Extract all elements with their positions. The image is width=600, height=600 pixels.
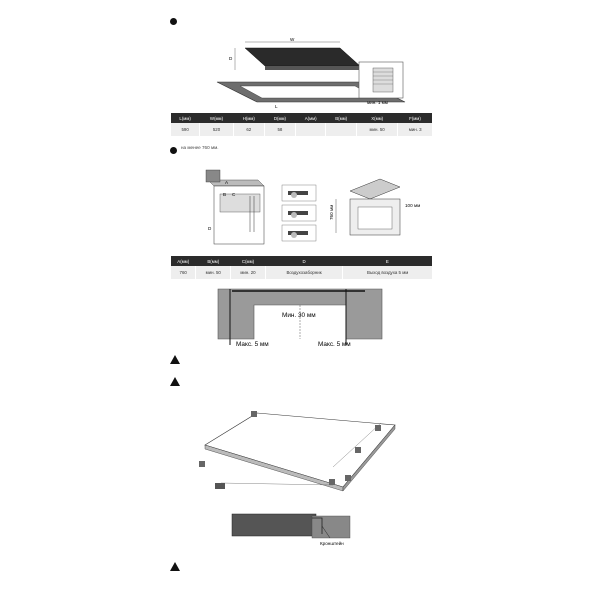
table-cell xyxy=(295,123,325,136)
note-line: на менее 760 мм. xyxy=(181,145,219,150)
table-header: W(мм) xyxy=(200,113,234,123)
table-header: X(мм) xyxy=(356,113,398,123)
clamp-steps-diagram xyxy=(280,183,320,243)
bracket-icon xyxy=(375,425,381,431)
bracket-icon xyxy=(345,475,351,481)
table-cell: Воздухозаборник xyxy=(265,266,342,279)
table-header: H(мм) xyxy=(233,113,264,123)
table-cell: 760 xyxy=(171,266,196,279)
d-label: D xyxy=(229,56,233,61)
table-header: D(мм) xyxy=(264,113,295,123)
bracket-icon xyxy=(199,461,205,467)
bracket-icon xyxy=(251,411,257,417)
table-header: B(мм) xyxy=(196,256,231,266)
bracket-label: Кронштейн xyxy=(320,541,344,546)
table-cell xyxy=(326,123,356,136)
label-d: D xyxy=(208,226,212,231)
table-cell: мин. 50 xyxy=(196,266,231,279)
table-row xyxy=(171,123,433,136)
cabinet-diagram xyxy=(200,166,270,246)
l-label: L xyxy=(275,104,278,109)
table-cell: Выход воздуха 5 мм xyxy=(343,266,432,279)
bracket-icon xyxy=(329,479,335,485)
max-right-label: Макс. 5 мм xyxy=(318,341,351,348)
table-cell: мин. 3 xyxy=(398,123,432,136)
table-header: L(мм) xyxy=(171,113,200,123)
table-header-row xyxy=(171,113,433,123)
bullet-icon xyxy=(170,18,177,25)
bracket-icon xyxy=(355,447,361,453)
table-cell: 590 xyxy=(171,123,200,136)
min-gap-label: Мин. 30 мм xyxy=(282,312,316,319)
oven-vent-diagram xyxy=(330,173,430,245)
label-c: C xyxy=(232,192,236,197)
table-cell: 520 xyxy=(200,123,234,136)
table-cell: 58 xyxy=(264,123,295,136)
warning-icon xyxy=(170,355,180,364)
hob-brackets-diagram xyxy=(195,405,400,505)
table-cell: мин. 50 xyxy=(356,123,398,136)
warning-icon xyxy=(170,377,180,386)
table-header: F(мм) xyxy=(398,113,432,123)
bracket-detail-diagram xyxy=(230,512,360,547)
label-b: B xyxy=(223,192,227,197)
bullet-icon xyxy=(170,147,177,154)
dimensions-table-1 xyxy=(170,113,432,136)
w-label: W xyxy=(290,37,295,42)
max-left-label: Макс. 5 мм xyxy=(236,341,269,348)
table-header-row xyxy=(171,256,433,266)
table-cell: 62 xyxy=(233,123,264,136)
table-header: D xyxy=(265,256,342,266)
dimensions-table-2 xyxy=(170,256,432,279)
countertop-edge xyxy=(312,516,350,538)
table-header: E xyxy=(343,256,432,266)
table-row xyxy=(171,266,433,279)
side-gap-label: 760 мм xyxy=(329,204,334,220)
label-a: A xyxy=(225,180,229,185)
table-cell: мин. 20 xyxy=(231,266,266,279)
hob-top xyxy=(245,48,360,66)
gap-cross-section xyxy=(210,285,390,355)
table-header: B(мм) xyxy=(326,113,356,123)
hob-edge xyxy=(232,514,316,536)
edge-detail xyxy=(355,58,410,108)
warning-icon xyxy=(170,562,180,571)
min-under: мин. 1 мм xyxy=(367,100,388,105)
table-header: A(мм) xyxy=(171,256,196,266)
table-header: A(мм) xyxy=(295,113,325,123)
table-header: C(мм) xyxy=(231,256,266,266)
install-note-2 xyxy=(181,145,431,151)
vent-label: 100 мм xyxy=(405,203,421,208)
hob-side xyxy=(265,66,360,70)
